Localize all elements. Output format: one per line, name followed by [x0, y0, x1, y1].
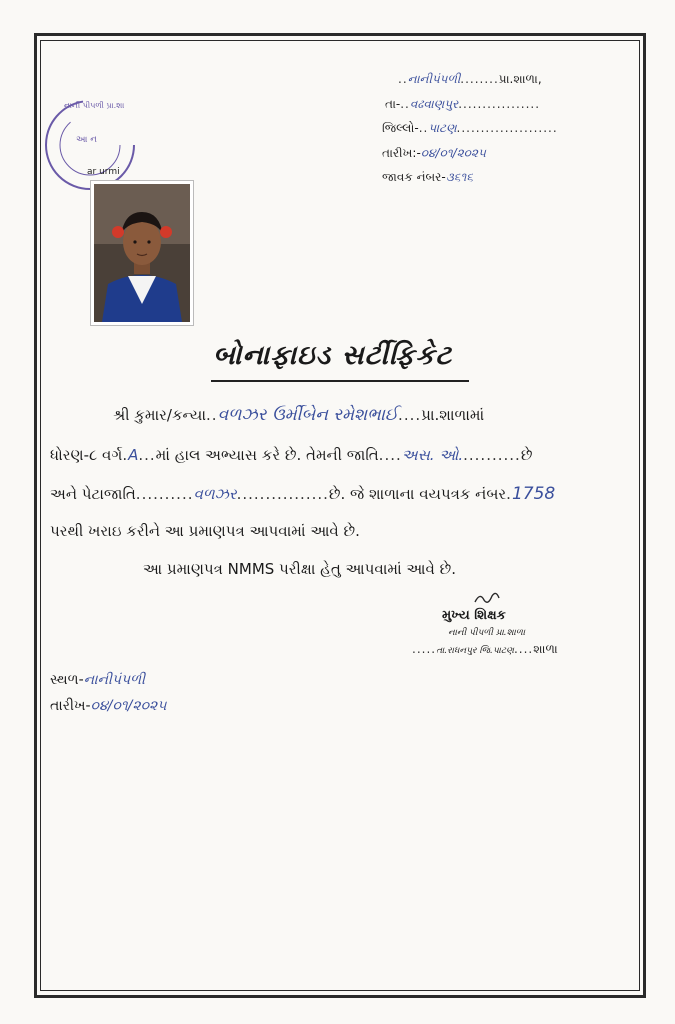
- school-type-suffix: પ્રા.શાળામાં: [421, 406, 485, 424]
- taluka-line: તા-..વઢવાણપુર.................: [385, 97, 541, 111]
- outward-number-handwritten: ૩૬૧૬: [445, 170, 474, 184]
- principal-role: મુખ્ય શિક્ષક: [442, 608, 506, 623]
- place-line: [50, 672, 145, 688]
- stamp-caption: ar urmi: [87, 167, 120, 177]
- studying-text: માં હાલ અભ્યાસ કરે છે. તેમની જાતિ: [155, 446, 379, 464]
- taluka-label: તા-: [385, 97, 401, 111]
- principal-school-stamp: નાની પીપળી પ્રા.શાળા: [448, 628, 526, 638]
- subcaste-handwritten: વળઝર: [193, 485, 237, 503]
- place-handwritten: નાનીપંપળી: [83, 672, 146, 688]
- district-line: જિલ્લો-..પાટણ.....................: [382, 121, 558, 135]
- footer-date-line: [50, 698, 166, 714]
- subcaste-prefix: અને પેટાજાતિ: [50, 485, 136, 503]
- student-photo: [90, 180, 194, 326]
- district-label: જિલ્લો-: [382, 121, 419, 135]
- body-line-1: શ્રી કુમાર/કન્યા..વળઝર ઉર્મીબેન રમેશભાઈ....પ્રા.શાળામાં: [113, 405, 485, 425]
- place-label: સ્થળ-: [50, 672, 84, 688]
- header-date-handwritten: ૦૪/૦૧/૨૦૨૫: [420, 146, 486, 160]
- caste-suffix: છે: [520, 446, 533, 464]
- signature-block: [412, 590, 612, 660]
- title-underline: [211, 380, 469, 382]
- principal-school-handwritten: તા.રાધનપુર જિ.પાટણ: [436, 646, 514, 656]
- principal-school-suffix: શાળા: [533, 642, 558, 656]
- signature-scribble: [472, 590, 502, 608]
- certificate-title: બોનાફાઇડ સર્ટીફિકેટ: [213, 340, 453, 371]
- footer-date-handwritten: ૦૪/૦૧/૨૦૨૫: [90, 698, 167, 714]
- standard-prefix: ધોરણ-૮ વર્ગ: [50, 446, 123, 464]
- header-date-line: [382, 146, 486, 161]
- student-name-handwritten: વળઝર ઉર્મીબેન રમેશભાઈ: [217, 405, 399, 425]
- class-handwritten: A: [128, 446, 139, 464]
- school-name-handwritten: નાનીપંપળી: [407, 72, 461, 86]
- school-name-line: ..નાનીપંપળી........પ્રા.શાળા,: [398, 72, 542, 86]
- stamp-text-mid: આ ન: [76, 135, 98, 145]
- taluka-handwritten: વઢવાણપુર: [409, 97, 459, 111]
- footer-date-label: તારીખ-: [50, 698, 91, 714]
- outward-number-label: જાવક નંબર-: [382, 170, 446, 184]
- register-text: છે. જે શાળાના વયપત્રક નંબર: [328, 485, 507, 503]
- header-date-label: તારીખ:-: [382, 146, 421, 160]
- principal-school-line: .....તા.રાધનપુર જિ.પાટણ....શાળા: [412, 642, 558, 656]
- school-name-suffix: પ્રા.શાળા,: [498, 72, 542, 86]
- student-prefix: શ્રી કુમાર/કન્યા: [113, 406, 207, 424]
- register-number-handwritten: 1758: [511, 484, 556, 504]
- body-line-2: ધોરણ-૮ વર્ગ.A...માં હાલ અભ્યાસ કરે છે. તેમની જાતિ....અસ. ઓ...........છે: [50, 446, 533, 464]
- body-line-5: આ પ્રમાણપત્ર NMMS પરીક્ષા હેતુ આપવામાં આવે છે.: [143, 560, 456, 578]
- district-handwritten: પાટણ: [428, 121, 457, 135]
- body-line-3: અને પેટાજાતિ..........વળઝર................છે. જે શાળાના વયપત્રક નંબર.1758: [50, 484, 556, 504]
- body-line-4: પરથી ખરાઇ કરીને આ પ્રમાણપત્ર આપવામાં આવે છે.: [50, 522, 360, 540]
- stamp-text-top: નાની પીપળી પ્રા.શા: [64, 101, 125, 110]
- caste-handwritten: અસ. ઓ.: [401, 446, 464, 464]
- outward-number-line: [382, 170, 473, 185]
